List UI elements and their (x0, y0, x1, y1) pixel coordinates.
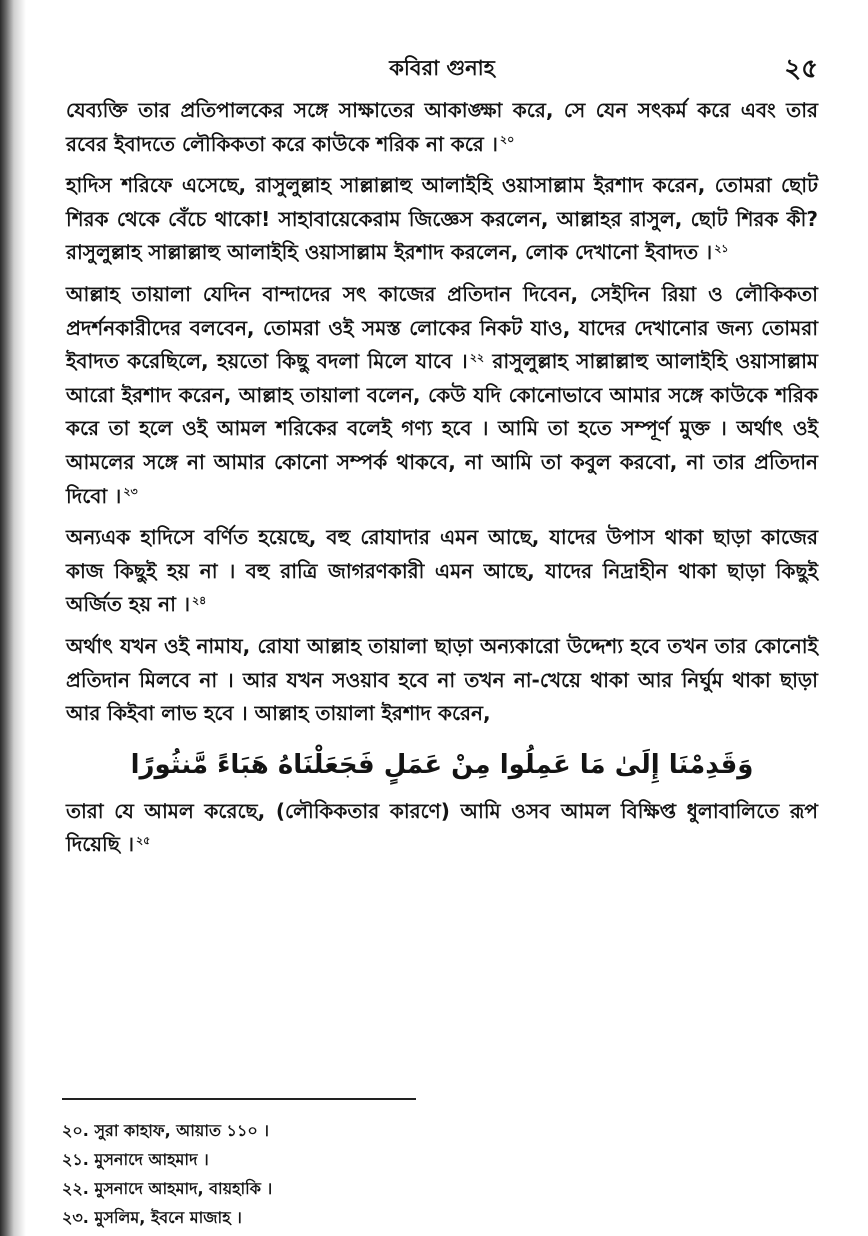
page-binding-edge (0, 0, 26, 1236)
footnote-marker: ২২ (469, 350, 485, 364)
paragraph-4 (66, 521, 818, 622)
footnote-marker: ২৪ (192, 593, 207, 607)
paragraph-5 (66, 630, 818, 731)
paragraph-text: যেব্যক্তি তার প্রতিপালকের সঙ্গে সাক্ষাতের আকাঙ্ক্ষা করে, সে যেন সৎকর্ম করে এবং তার রবের ইবাদতে লৌকিকতা করে কাউকে শরিক না করে । (66, 98, 818, 156)
paragraph-text: হাদিস শরিফে এসেছে, রাসুলুল্লাহ সাল্লাল্লাহু আলাইহি ওয়াসাল্লাম ইরশাদ করেন, তোমরা ছোট শিরক থেকে বেঁচে থাকো! সাহাবায়েকেরাম জিজ্ঞেস করলেন, আল্লাহর রাসুল, ছোট শিরক কী? রাসুলুল্লাহ সাল্লাল্লাহু আলাইহি ওয়াসাল্লাম ইরশাদ করলেন, লোক দেখানো ইবাদত । (66, 173, 818, 265)
footnote-item: ২৩. মুসলিম, ইবনে মাজাহ । (62, 1208, 242, 1227)
footnote-divider (62, 1098, 416, 1100)
paragraph-2 (66, 169, 818, 270)
footnote-marker: ২১ (714, 241, 729, 255)
page-header (66, 48, 818, 88)
footnote-item: ২০. সুরা কাহাফ, আয়াত ১১০ । (62, 1121, 270, 1140)
page-body (66, 94, 818, 870)
footnote-marker: ২৩ (123, 484, 138, 498)
arabic-verse: وَقَدِمْنَا إِلَىٰ مَا عَمِلُوا مِنْ عَمَلٍ فَجَعَلْنَاهُ هَبَاءً مَّنثُورًا (130, 749, 754, 780)
paragraph-text: তারা যে আমল করেছে, (লৌকিকতার কারণে) আমি ওসব আমল বিক্ষিপ্ত ধুলাবালিতে রূপ দিয়েছি । (66, 798, 818, 857)
page-number: ২৫ (784, 54, 818, 84)
closing-paragraph (66, 795, 818, 862)
paragraph-text: আল্লাহ তায়ালা যেদিন বান্দাদের সৎ কাজের প্রতিদান দিবেন, সেইদিন রিয়া ও লৌকিকতা প্রদর্শনকারীদের বলবেন, তোমরা ওই সমস্ত লোকের নিকট যাও, যাদের দেখানোর জন্য তোমরা ইবাদত করেছিলে, হয়তো কিছু বদলা মিলে যাবে । (66, 281, 818, 374)
paragraph-text: অন্যএক হাদিসে বর্ণিত হয়েছে, বহু রোযাদার এমন আছে, যাদের উপাস থাকা ছাড়া কাজের কাজ কিছুই হয় না । বহু রাত্রি জাগরণকারী এমন আছে, যাদের নিদ্রাহীন থাকা ছাড়া কিছুই অর্জিত হয় না । (66, 525, 818, 617)
footnote-marker: ২০ (499, 132, 515, 146)
running-title: কবিরা গুনাহ (389, 56, 495, 80)
footnotes-section (62, 1098, 822, 1232)
paragraph-3 (66, 278, 818, 513)
footnote-item: ২২. মুসনাদে আহমাদ, বায়হাকি । (62, 1179, 273, 1198)
paragraph-text: অর্থাৎ যখন ওই নামায, রোযা আল্লাহ তায়ালা ছাড়া অন্যকারো উদ্দেশ্য হবে তখন তার কোনোই প্রতিদান মিলবে না । আর যখন সওয়াব হবে না তখন না-খেয়ে থাকা আর নির্ঘুম থাকা ছাড়া আর কিইবা লাভ হবে । আল্লাহ তায়ালা ইরশাদ করেন, (66, 633, 818, 726)
paragraph-text-continued: রাসুলুল্লাহ সাল্লাল্লাহু আলাইহি ওয়াসাল্লাম আরো ইরশাদ করেন, আল্লাহ তায়ালা বলেন, কেউ যদি কোনোভাবে আমার সঙ্গে কাউকে শরিক করে তা হলে ওই আমল শরিকের বলেই গণ্য হবে । আমি তা হতে সম্পূর্ণ মুক্ত । অর্থাৎ ওই আমলের সঙ্গে না আমার কোনো সম্পর্ক থাকবে, না আমি তা কবুল করবো, না তার প্রতিদান দিবো । (66, 349, 818, 508)
footnote-item: ২১. মুসনাদে আহমাদ । (62, 1150, 209, 1169)
paragraph-1 (66, 94, 818, 161)
footnote-marker: ২৫ (136, 833, 151, 847)
